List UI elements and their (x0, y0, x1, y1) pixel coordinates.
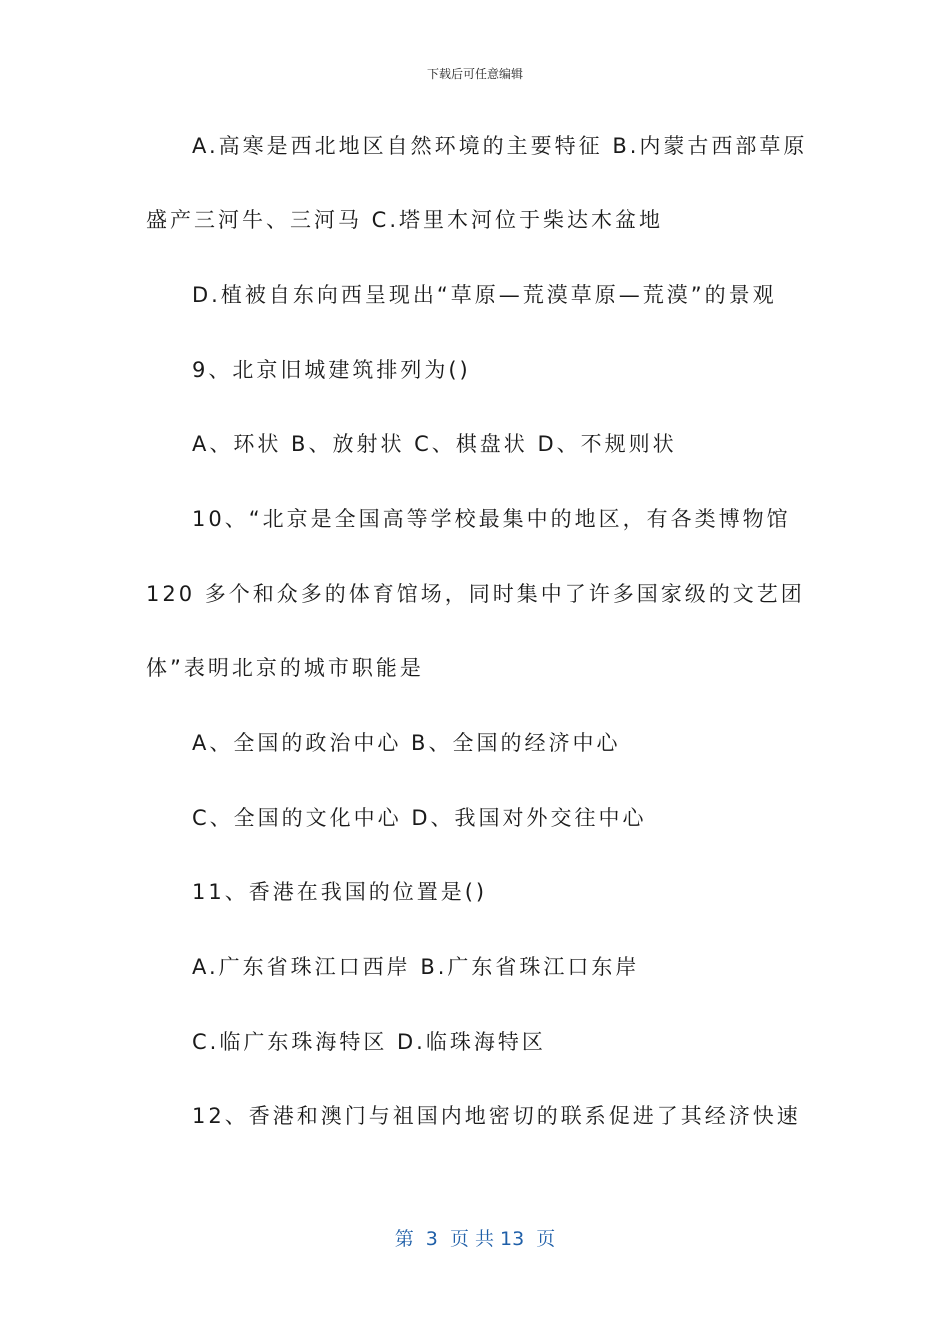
question-11: 11、香港在我国的位置是() (192, 880, 488, 904)
question-12-line-1: 12、香港和澳门与祖国内地密切的联系促进了其经济快速 (192, 1104, 801, 1128)
question-9: 9、北京旧城建筑排列为() (192, 358, 471, 382)
text-line-option-8ab: A.高寒是西北地区自然环境的主要特征 B.内蒙古西部草原 (192, 134, 808, 158)
question-10-options-ab: A、全国的政治中心 B、全国的经济中心 (192, 731, 621, 755)
question-10-line-3: 体”表明北京的城市职能是 (146, 656, 424, 680)
text-line-option-8bc: 盛产三河牛、三河马 C.塔里木河位于柴达木盆地 (146, 208, 664, 232)
text-line-option-8d: D.植被自东向西呈现出“草原—荒漠草原—荒漠”的景观 (192, 283, 777, 307)
question-11-options-cd: C.临广东珠海特区 D.临珠海特区 (192, 1030, 546, 1054)
question-9-options: A、环状 B、放射状 C、棋盘状 D、不规则状 (192, 432, 677, 456)
question-11-options-ab: A.广东省珠江口西岸 B.广东省珠江口东岸 (192, 955, 640, 979)
question-10-line-2: 120 多个和众多的体育馆场，同时集中了许多国家级的文艺团 (146, 582, 805, 606)
question-10-line-1: 10、“北京是全国高等学校最集中的地区，有各类博物馆 (192, 507, 791, 531)
page-header: 下载后可任意编辑 (426, 67, 523, 81)
page-footer: 第 3 页 共 13 页 (394, 1228, 556, 1250)
question-10-options-cd: C、全国的文化中心 D、我国对外交往中心 (192, 806, 647, 830)
